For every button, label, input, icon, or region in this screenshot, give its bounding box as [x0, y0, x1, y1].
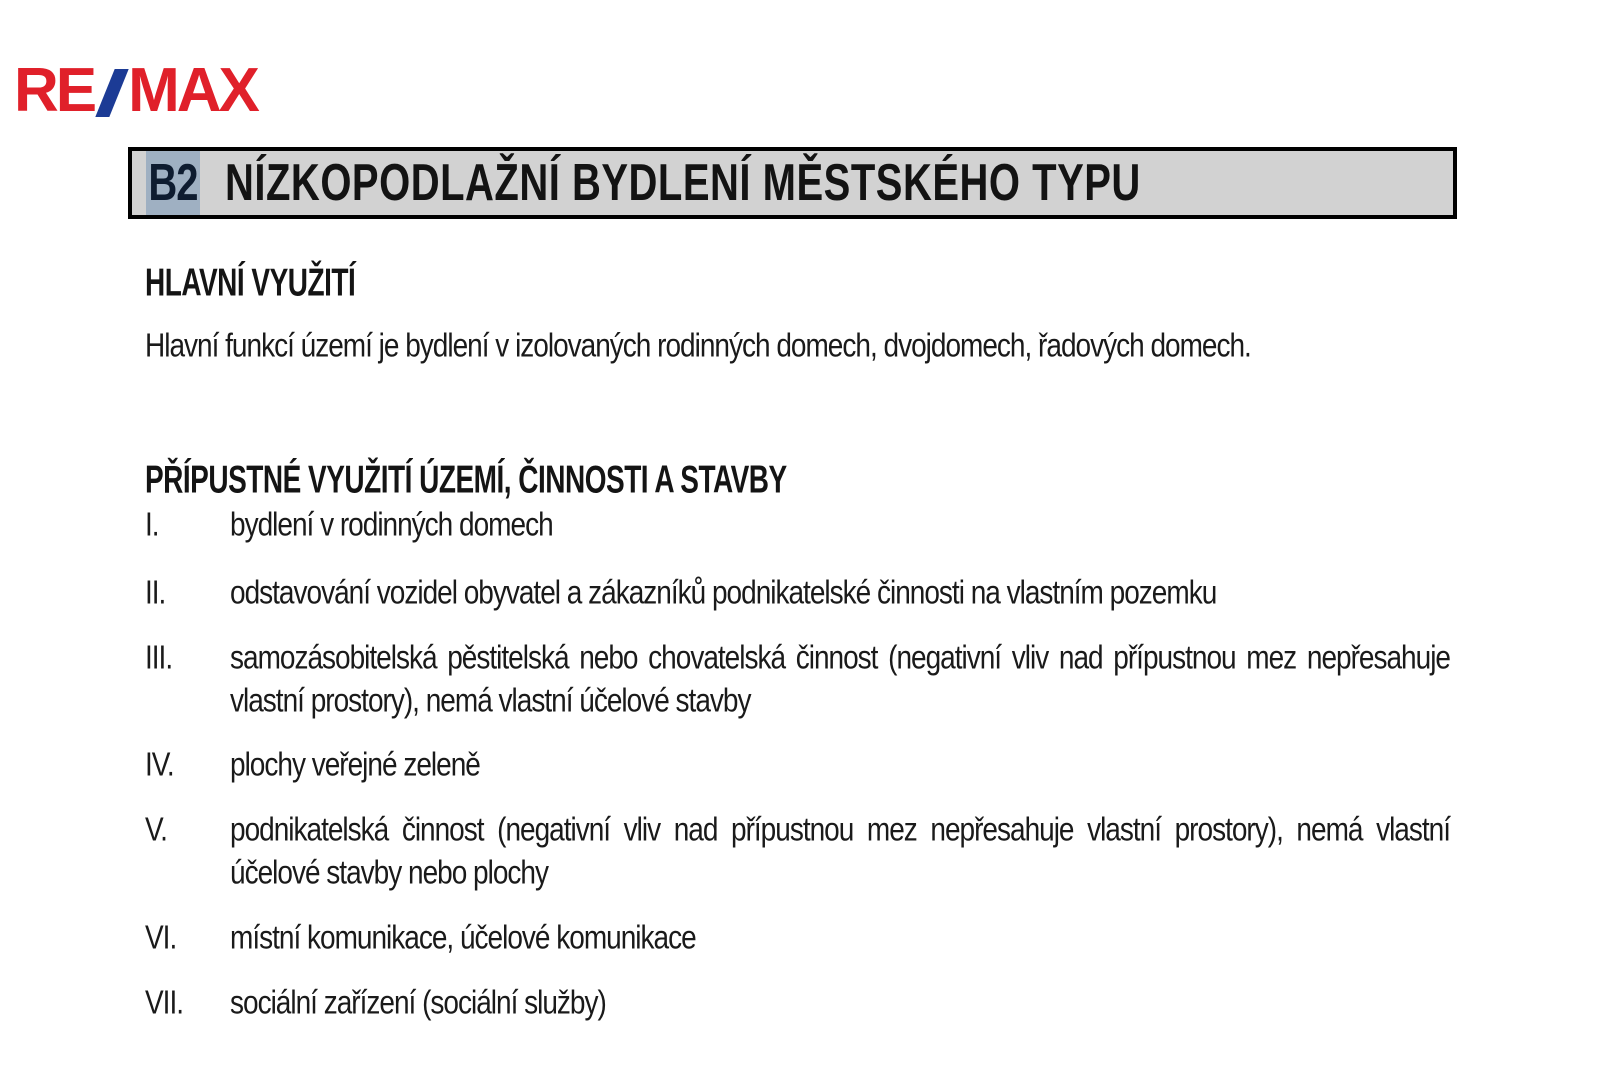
- list-item-text: plochy veřejné zeleně: [230, 745, 480, 783]
- list-item: [145, 571, 1450, 614]
- list-item-text: podnikatelská činnost (negativní vliv nad přípustnou mez nepřesahuje vlastní prostory), nemá vlastní účelové stavby nebo plochy: [230, 810, 1450, 891]
- list-item-text: bydlení v rodinných domech: [230, 505, 553, 543]
- logo-text-re: RE: [14, 56, 95, 125]
- list-item: [145, 503, 1450, 546]
- logo-text-max: MAX: [128, 56, 257, 125]
- heading-permitted-use: PŘÍPUSTNÉ VYUŽITÍ ÚZEMÍ, ČINNOSTI A STAVBY: [145, 457, 787, 501]
- list-item-text: odstavování vozidel obyvatel a zákazníků podnikatelské činnosti na vlastním pozemku: [230, 573, 1217, 611]
- list-item-numeral: V.: [145, 810, 167, 848]
- list-item: [145, 916, 1450, 959]
- section-code-badge: [146, 151, 200, 215]
- list-item-numeral: I.: [145, 505, 159, 543]
- list-item: [145, 981, 1450, 1024]
- list-item-text: sociální zařízení (sociální služby): [230, 983, 606, 1021]
- list-item-numeral: IV.: [145, 745, 174, 783]
- list-item: [145, 808, 1450, 894]
- heading-main-use: HLAVNÍ VYUŽITÍ: [145, 260, 356, 304]
- list-item-numeral: II.: [145, 573, 166, 611]
- list-item-text: samozásobitelská pěstitelská nebo chovatelská činnost (negativní vliv nad přípustnou mez nepřesahuje vlastní prostory), nemá vlastní účelové stavby: [230, 638, 1450, 719]
- section-title: NÍZKOPODLAŽNÍ BYDLENÍ MĚSTSKÉHO TYPU: [225, 154, 1141, 212]
- list-item-numeral: VII.: [145, 983, 184, 1021]
- list-item: [145, 743, 1450, 786]
- list-item-numeral: VI.: [145, 918, 177, 956]
- paragraph-main-use: Hlavní funkcí území je bydlení v izolovaných rodinných domech, dvojdomech, řadových domech.: [145, 326, 1251, 364]
- list-item-numeral: III.: [145, 638, 173, 676]
- section-title-bar: [128, 147, 1457, 219]
- remax-logo: [14, 56, 257, 125]
- list-item-text: místní komunikace, účelové komunikace: [230, 918, 696, 956]
- section-code: B2: [148, 153, 198, 211]
- logo-slash-icon: [95, 69, 128, 117]
- list-item: [145, 636, 1450, 722]
